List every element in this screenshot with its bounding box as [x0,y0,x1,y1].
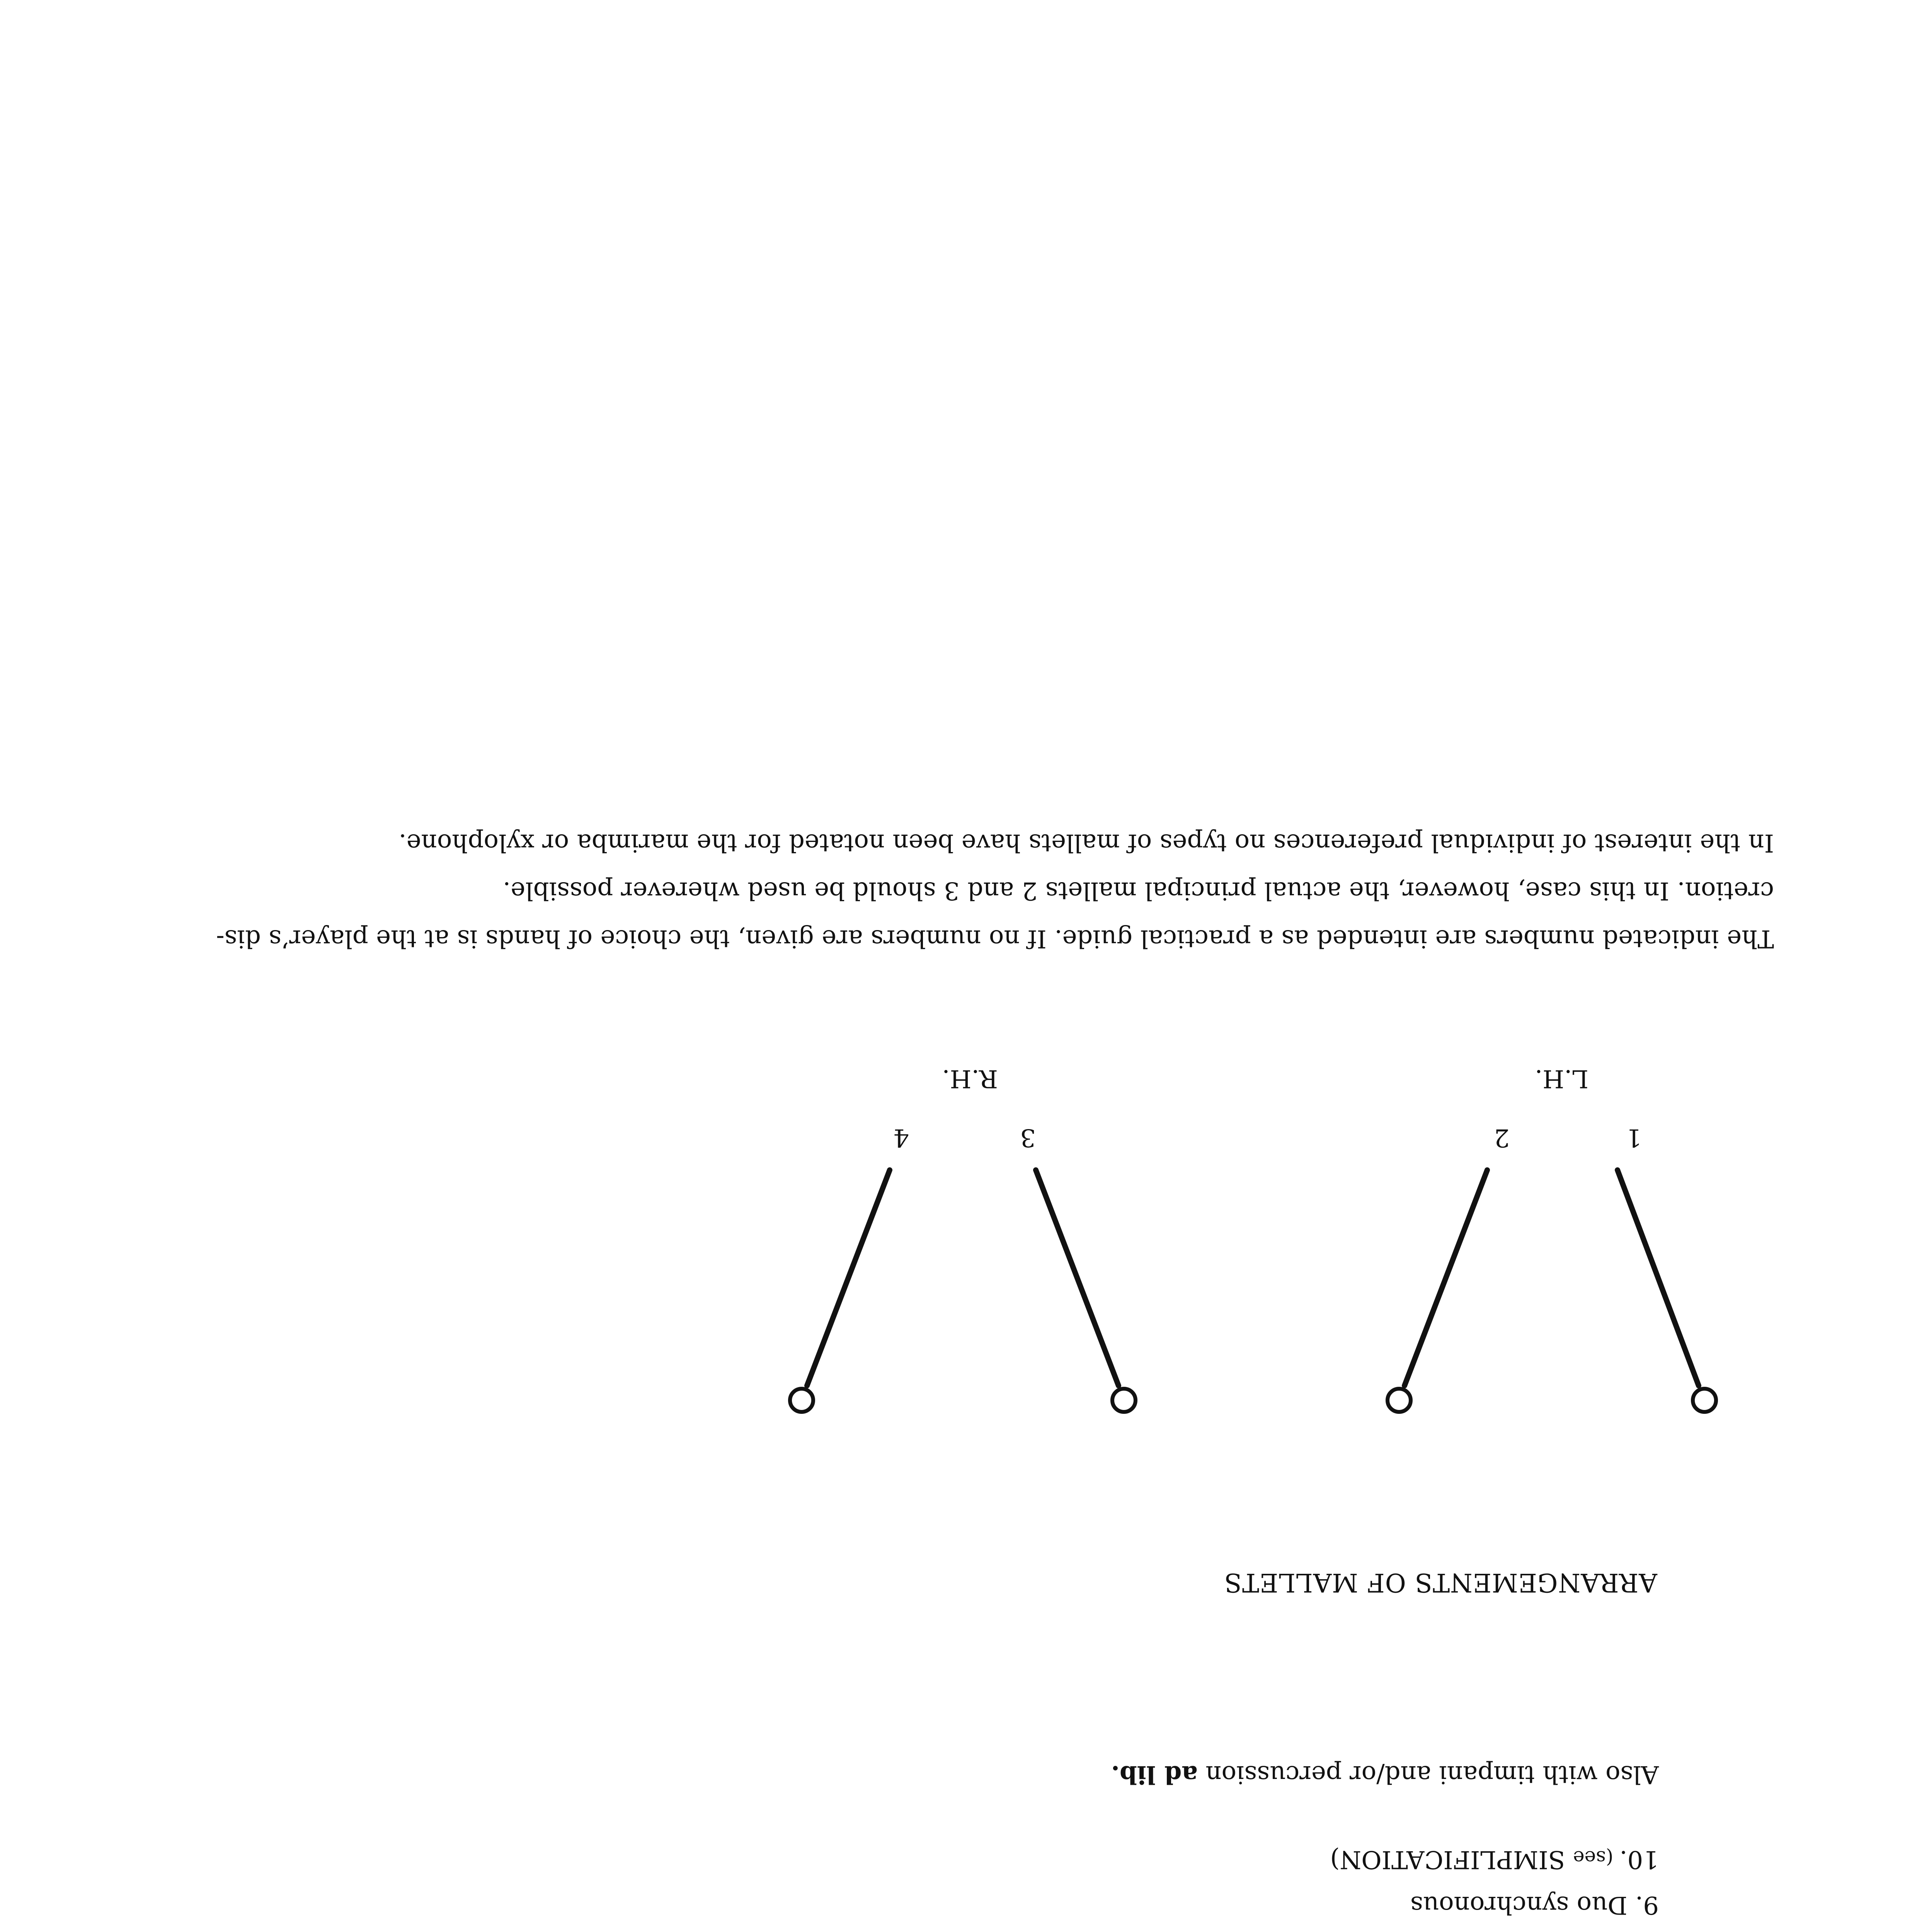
left-hand-label: L.H. [1535,1064,1588,1093]
mallet-number-3: 3 [1020,1123,1036,1152]
mallet-1 [1617,1170,1716,1412]
also-with-line: Also with timpani and/or percussion ad lib. [1111,1760,1659,1789]
mallet-4 [790,1170,890,1412]
mallet-2 [1388,1170,1487,1412]
mallet-3 [1036,1170,1136,1412]
paragraph-line: cretion. In this case, however, the actual principal mallets 2 and 3 should be used wherever possible. [502,876,1774,905]
mallet-number-1: 1 [1626,1123,1642,1152]
right-hand-label: R.H. [942,1064,998,1093]
mallet-number-2: 2 [1494,1123,1510,1152]
list-item: 9. Duo synchronous [1410,1891,1659,1919]
paragraph-line: In the interest of individual preferences no types of mallets have been notated for the marimba or xylophone. [398,828,1774,857]
mallet-number-4: 4 [893,1123,909,1152]
mallet-notes-paragraph [216,819,1774,963]
arrangements-title: ARRANGEMENTS OF MALLETS [1224,1568,1657,1597]
list-item: 10. (see SIMPLIFICATION) [1330,1845,1659,1874]
paragraph-line: The indicated numbers are intended as a practical guide. If no numbers are given, the choice of hands is at the player’s dis- [216,924,1774,953]
